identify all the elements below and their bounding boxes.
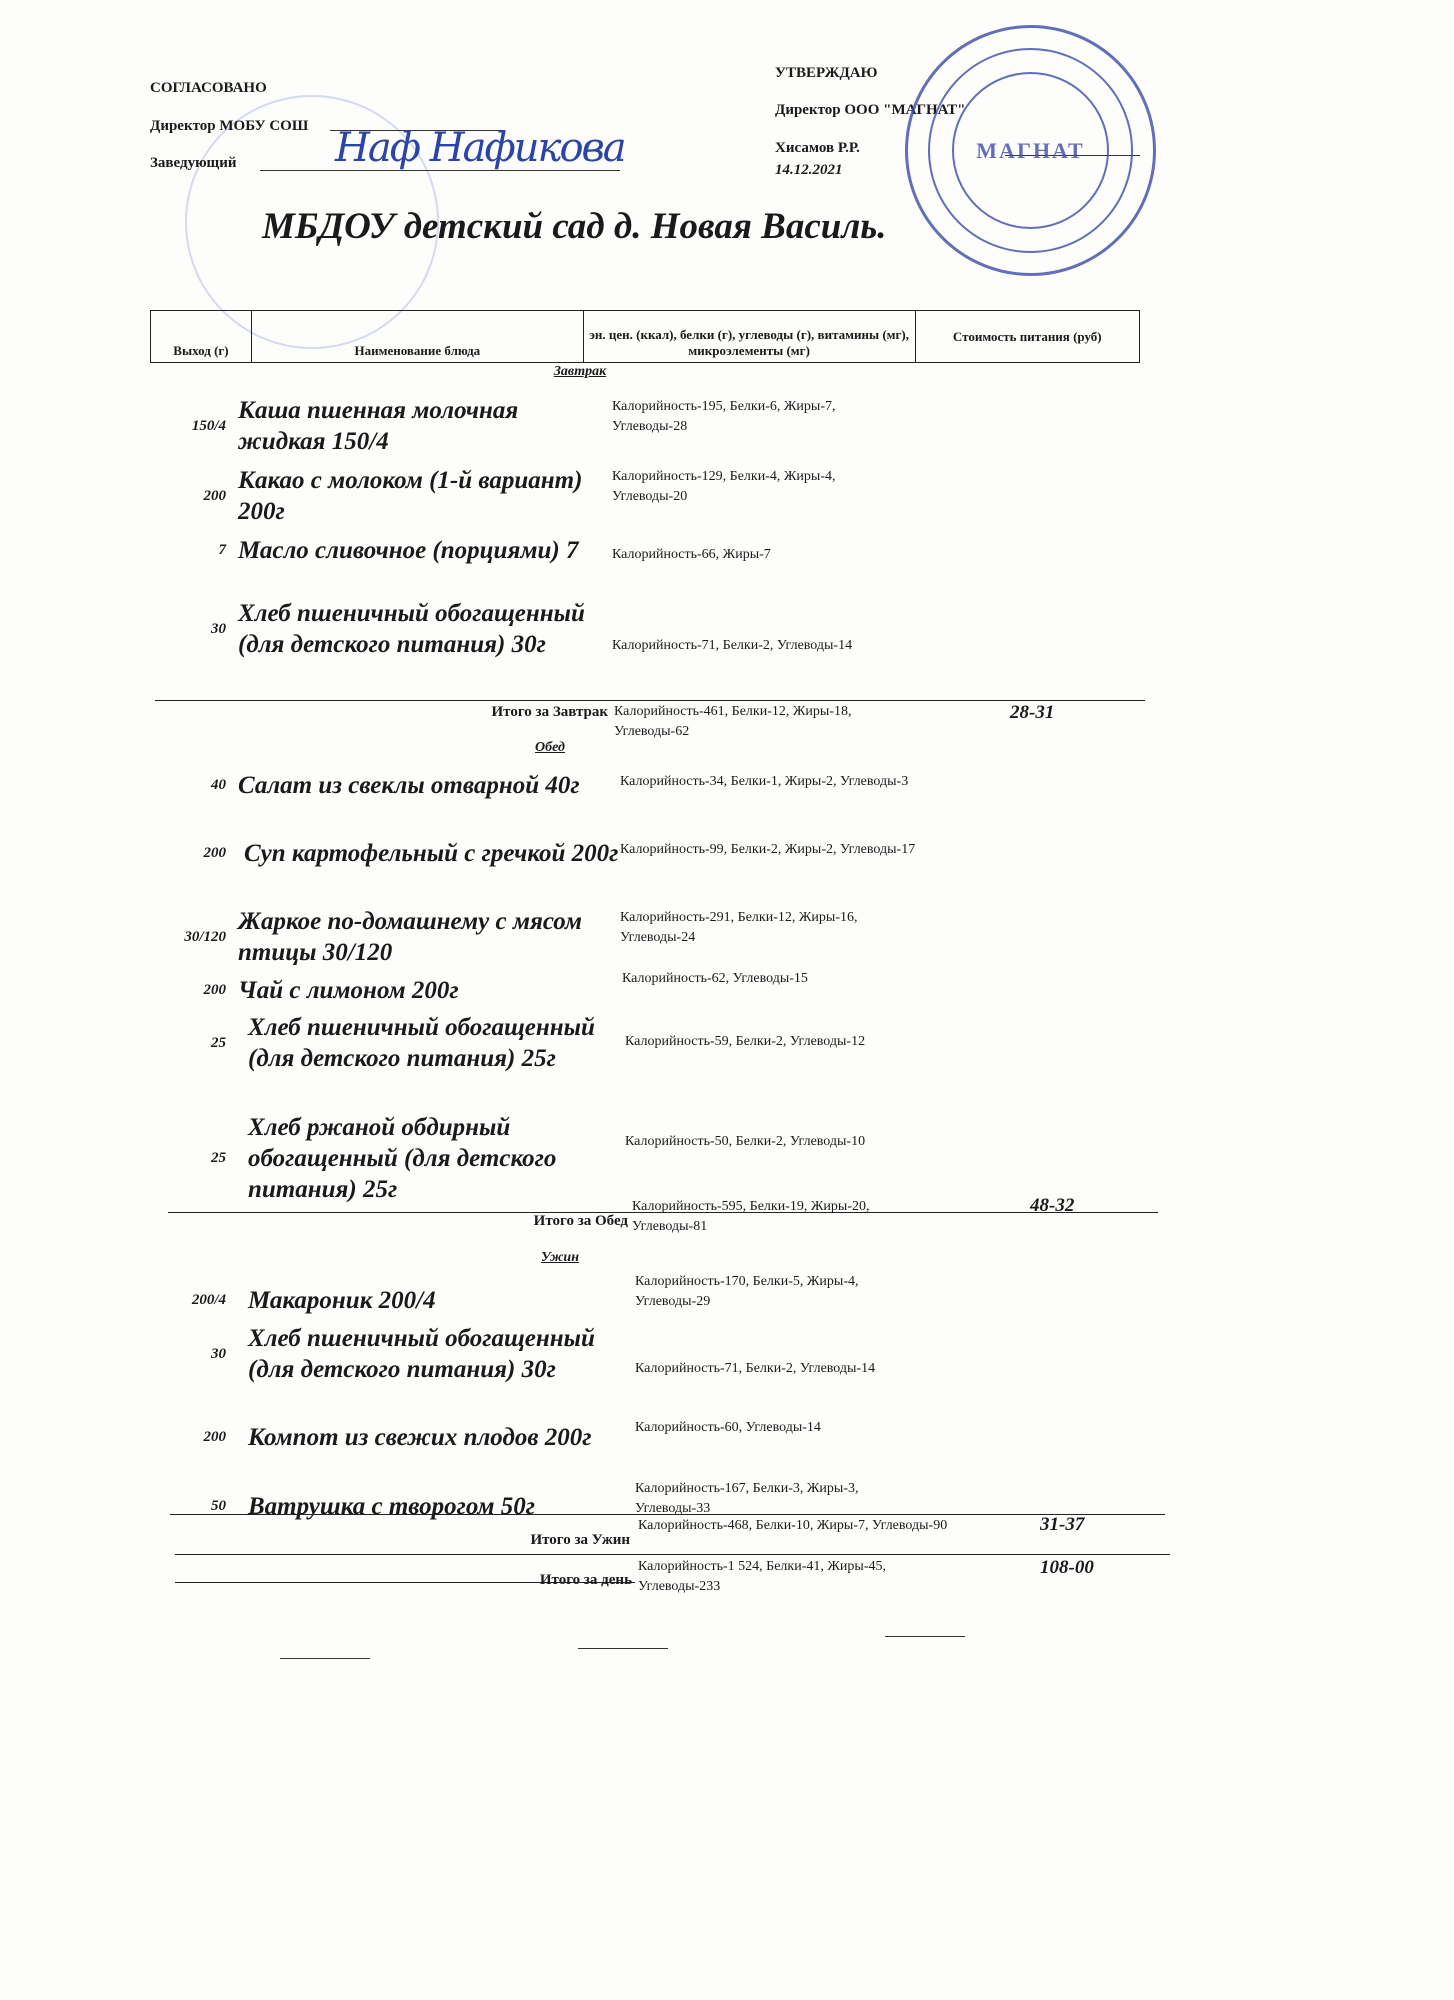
menu-table-header: [150, 310, 1140, 363]
company-stamp: [905, 25, 1156, 276]
menu-row: 40 Салат из свеклы отварной 40г Калорийность-34, Белки-1, Жиры-2, Углеводы-3: [211, 772, 909, 799]
total-cost: 48-32: [1030, 1195, 1075, 1216]
section-title-breakfast: Завтрак: [553, 364, 607, 379]
total-label: Итого за Завтрак: [491, 704, 608, 720]
total-nutrition: Калорийность-595, Белки-19, Жиры-20, Углеводы-81: [632, 1199, 870, 1234]
menu-row: 7 Масло сливочное (порциями) 7 Калорийность-66, Жиры-7: [218, 537, 771, 564]
total-line: [155, 700, 1145, 701]
approve-label: УТВЕРЖДАЮ: [775, 65, 878, 81]
menu-row: 200 Суп картофельный с гречкой 200г Калорийность-99, Белки-2, Жиры-2, Углеводы-17: [203, 840, 916, 867]
menu-row: 30 Хлеб пшеничный обогащенный (для детского питания) 30г Калорийность-71, Белки-2, Углеводы-14: [211, 1325, 876, 1383]
total-nutrition: Калорийность-468, Белки-10, Жиры-7, Углеводы-90: [638, 1518, 948, 1533]
menu-row: 30/120 Жаркое по-домашнему с мясом птицы 30/120 Калорийность-291, Белки-12, Жиры-16, Углеводы-24: [184, 908, 858, 966]
menu-row: 50 Ватрушка с творогом 50г Калорийность-167, Белки-3, Жиры-3, Углеводы-33: [211, 1481, 859, 1520]
director-left-label: Директор МОБУ СОШ: [150, 118, 309, 134]
total-label: Итого за Ужин: [530, 1532, 630, 1548]
col-nutrition-header: эн. цен. (ккал), белки (г), углеводы (г), витамины (мг), микроэлементы (мг): [583, 311, 915, 363]
total-nutrition: Калорийность-461, Белки-12, Жиры-18, Углеводы-62: [614, 704, 852, 739]
day-total-nutrition: Калорийность-1 524, Белки-41, Жиры-45, Углеводы-233: [638, 1559, 886, 1594]
agreed-label: СОГЛАСОВАНО: [150, 80, 267, 96]
page-title: МБДОУ детский сад д. Новая Василь.: [262, 206, 887, 247]
total-cost: 28-31: [1010, 702, 1055, 723]
director-right-label: Директор ООО "МАГНАТ": [775, 102, 966, 118]
bottom-signature-line: [578, 1648, 668, 1649]
col-cost-header: Стоимость питания (руб): [915, 311, 1139, 363]
total-line: [175, 1554, 1170, 1555]
approval-date: 14.12.2021: [775, 162, 843, 178]
stamp-word: МАГНАТ: [976, 138, 1085, 163]
menu-row: 30 Хлеб пшеничный обогащенный (для детского питания) 30г Калорийность-71, Белки-2, Углеводы-14: [211, 600, 853, 658]
menu-row: 150/4 Каша пшенная молочная жидкая 150/4 Калорийность-195, Белки-6, Жиры-7, Углеводы-28: [191, 397, 836, 455]
section-title-lunch: Обед: [535, 740, 565, 755]
menu-row: 200 Чай с лимоном 200г Калорийность-62, Углеводы-15: [203, 971, 808, 1004]
total-label: Итого за Обед: [533, 1213, 628, 1229]
bottom-signature-line: [885, 1636, 965, 1637]
menu-row: 25 Хлеб пшеничный обогащенный (для детского питания) 25г Калорийность-59, Белки-2, Углеводы-12: [211, 1014, 866, 1072]
handwritten-signature: Наф Нафикова: [335, 125, 625, 171]
day-total-cost: 108-00: [1040, 1557, 1094, 1578]
total-line: [170, 1514, 1165, 1515]
section-title-dinner: Ужин: [541, 1250, 579, 1265]
day-total-label: Итого за день: [539, 1572, 632, 1588]
menu-row: 200 Какао с молоком (1-й вариант) 200г Калорийность-129, Белки-4, Жиры-4, Углеводы-20: [203, 467, 836, 525]
menu-row: 25 Хлеб ржаной обдирный обогащенный (для детского питания) 25г Калорийность-50, Белки-2, Углеводы-10: [211, 1114, 866, 1203]
bottom-signature-line: [280, 1658, 370, 1659]
total-cost: 31-37: [1040, 1514, 1085, 1535]
manager-label: Заведующий: [150, 155, 237, 171]
director-name: Хисамов Р.Р.: [775, 140, 860, 156]
menu-row: 200/4 Макароник 200/4 Калорийность-170, Белки-5, Жиры-4, Углеводы-29: [191, 1274, 859, 1314]
menu-row: 200 Компот из свежих плодов 200г Калорийность-60, Углеводы-14: [203, 1420, 821, 1451]
col-output-header: Выход (г): [151, 311, 252, 363]
col-dish-header: Наименование блюда: [251, 311, 583, 363]
